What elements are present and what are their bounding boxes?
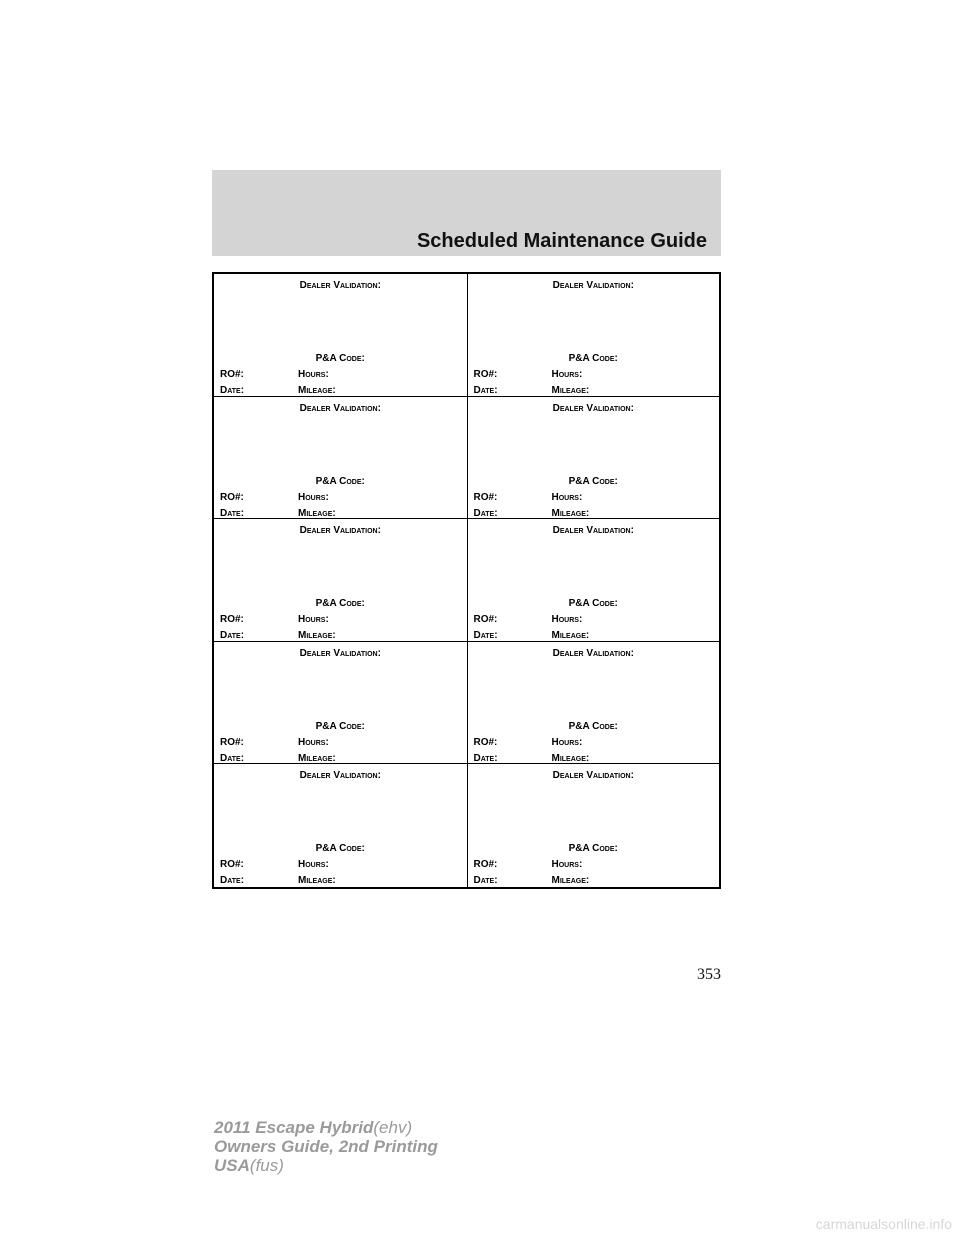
page-title: Scheduled Maintenance Guide: [416, 230, 707, 252]
hours-label: Hours:: [298, 491, 329, 503]
footer-line-3: [214, 1156, 438, 1175]
ro-number-label: RO#:: [220, 859, 244, 871]
hours-label: Hours:: [298, 369, 329, 380]
dealer-validation-table: [212, 272, 721, 889]
hours-label: Hours:: [551, 736, 583, 748]
validation-cell: [467, 642, 720, 765]
date-label: Date:: [473, 752, 498, 764]
hours-label: Hours:: [551, 859, 583, 871]
footer-market: USA: [214, 1156, 250, 1175]
ro-number-label: RO#:: [473, 491, 498, 503]
validation-cell: [214, 642, 467, 765]
validation-cell: [214, 519, 467, 642]
footer: [214, 1118, 438, 1175]
validation-cell: [467, 274, 720, 397]
date-label: Date:: [220, 385, 245, 396]
ro-number-label: RO#:: [220, 614, 244, 626]
mileage-label: Mileage:: [551, 630, 590, 642]
mileage-label: Mileage:: [551, 385, 590, 396]
dealer-validation-label: Dealer Validation:: [299, 402, 381, 414]
date-label: Date:: [473, 875, 498, 887]
pa-code-label: P&A Code:: [315, 720, 365, 732]
date-label: Date:: [473, 507, 498, 519]
dealer-validation-label: Dealer Validation:: [552, 402, 634, 414]
pa-code-label: P&A Code:: [568, 843, 618, 855]
hours-label: Hours:: [298, 736, 329, 748]
watermark: carmanualsonline.info: [815, 1216, 952, 1232]
footer-edition: Owners Guide, 2nd Printing: [214, 1137, 438, 1156]
footer-model: 2011 Escape Hybrid: [214, 1118, 374, 1137]
date-label: Date:: [220, 752, 245, 764]
dealer-validation-label: Dealer Validation:: [299, 525, 381, 537]
header-band: [212, 170, 721, 256]
dealer-validation-label: Dealer Validation:: [299, 770, 381, 782]
footer-model-code: (ehv): [373, 1118, 413, 1137]
date-label: Date:: [220, 507, 245, 519]
date-label: Date:: [473, 630, 498, 642]
validation-cell: [214, 274, 467, 397]
validation-cell: [214, 764, 467, 887]
mileage-label: Mileage:: [298, 630, 336, 642]
mileage-label: Mileage:: [551, 752, 590, 764]
footer-market-code: (fus): [249, 1156, 284, 1175]
hours-label: Hours:: [551, 369, 583, 380]
ro-number-label: RO#:: [220, 736, 244, 748]
mileage-label: Mileage:: [551, 875, 590, 887]
date-label: Date:: [473, 385, 498, 396]
hours-label: Hours:: [298, 614, 329, 626]
dealer-validation-label: Dealer Validation:: [552, 280, 634, 291]
mileage-label: Mileage:: [298, 507, 336, 519]
mileage-label: Mileage:: [298, 385, 336, 396]
dealer-validation-label: Dealer Validation:: [552, 647, 634, 659]
ro-number-label: RO#:: [220, 369, 244, 380]
dealer-validation-label: Dealer Validation:: [552, 770, 634, 782]
hours-label: Hours:: [298, 859, 329, 871]
mileage-label: Mileage:: [298, 875, 336, 887]
pa-code-label: P&A Code:: [315, 843, 365, 855]
page-number: 353: [697, 966, 721, 983]
pa-code-label: P&A Code:: [315, 598, 365, 610]
ro-number-label: RO#:: [473, 859, 498, 871]
footer-line-1: [214, 1118, 438, 1137]
dealer-validation-label: Dealer Validation:: [299, 647, 381, 659]
pa-code-label: P&A Code:: [315, 475, 365, 487]
pa-code-label: P&A Code:: [568, 475, 618, 487]
pa-code-label: P&A Code:: [568, 598, 618, 610]
pa-code-label: P&A Code:: [315, 353, 365, 364]
date-label: Date:: [220, 875, 245, 887]
mileage-label: Mileage:: [298, 752, 336, 764]
pa-code-label: P&A Code:: [568, 353, 618, 364]
ro-number-label: RO#:: [473, 614, 498, 626]
hours-label: Hours:: [551, 614, 583, 626]
validation-cell: [214, 397, 467, 520]
pa-code-label: P&A Code:: [568, 720, 618, 732]
footer-line-2: [214, 1137, 438, 1156]
validation-cell: [467, 519, 720, 642]
ro-number-label: RO#:: [220, 491, 244, 503]
mileage-label: Mileage:: [551, 507, 590, 519]
date-label: Date:: [220, 630, 245, 642]
hours-label: Hours:: [551, 491, 583, 503]
validation-cell: [467, 397, 720, 520]
dealer-validation-label: Dealer Validation:: [552, 525, 634, 537]
ro-number-label: RO#:: [473, 369, 498, 380]
ro-number-label: RO#:: [473, 736, 498, 748]
dealer-validation-label: Dealer Validation:: [299, 280, 381, 291]
validation-cell: [467, 764, 720, 887]
